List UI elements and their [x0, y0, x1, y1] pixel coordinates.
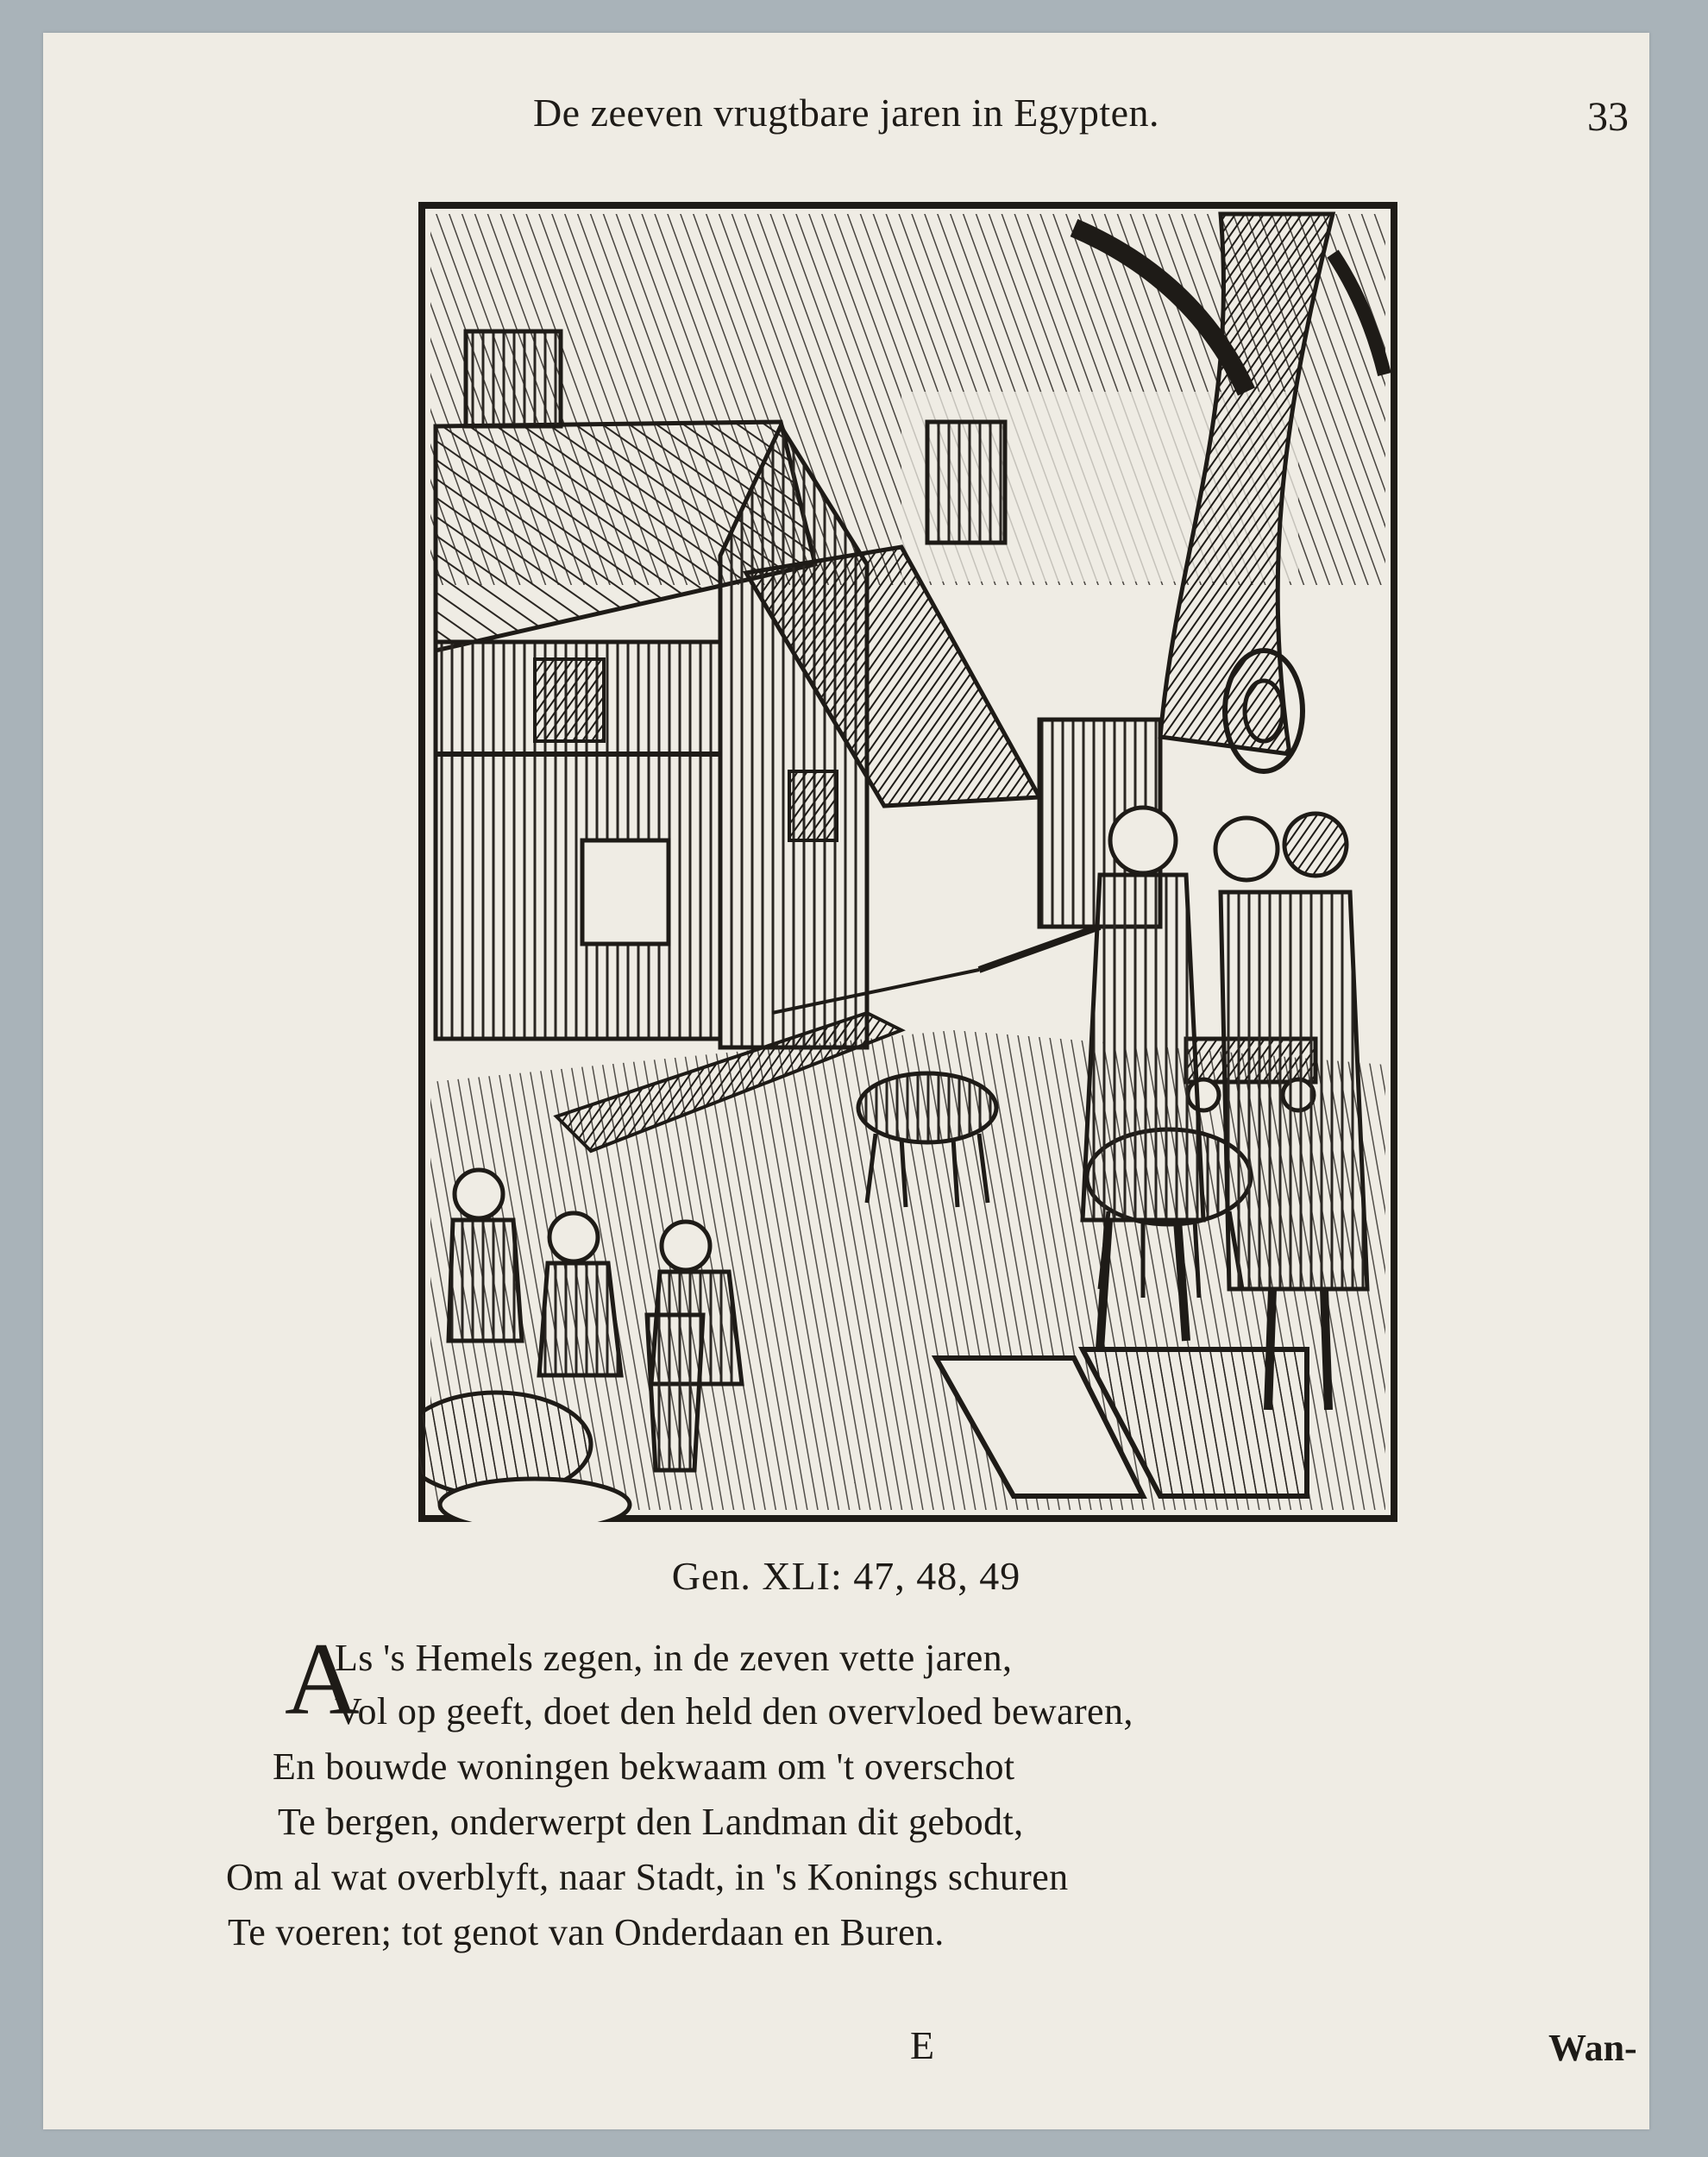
verse-line-3: En bouwde woningen bekwaam om 't overschot — [273, 1745, 1015, 1788]
verse-line-4: Te bergen, onderwerpt den Landman dit gebodt, — [278, 1801, 1024, 1843]
woodcut-svg — [418, 202, 1397, 1522]
woodcut-illustration — [418, 202, 1397, 1522]
arched-window — [582, 840, 669, 944]
drop-cap: A — [285, 1621, 360, 1736]
verse-line-1: Ls 's Hemels zegen, in de zeven vette jaren, — [335, 1637, 1013, 1679]
chimney-middle — [927, 422, 1005, 543]
catchword: Wan- — [1548, 2027, 1637, 2069]
house-window — [535, 659, 604, 741]
verse-line-6: Te voeren; tot genot van Onderdaan en Buren. — [228, 1911, 945, 1953]
chimney-left — [466, 331, 561, 426]
signature-mark: E — [910, 2023, 935, 2067]
running-title: De zeeven vrugtbare jaren in Egypten. — [532, 91, 1160, 135]
scripture-reference: Gen. XLI: 47, 48, 49 — [671, 1554, 1021, 1598]
page-number: 33 — [1587, 94, 1629, 140]
book-page — [43, 33, 1649, 2129]
verse-line-5: Om al wat overblyft, naar Stadt, in 's Konings schuren — [226, 1856, 1069, 1898]
verse-line-2: Vol op geeft, doet den held den overvloed bewaren, — [335, 1690, 1133, 1733]
